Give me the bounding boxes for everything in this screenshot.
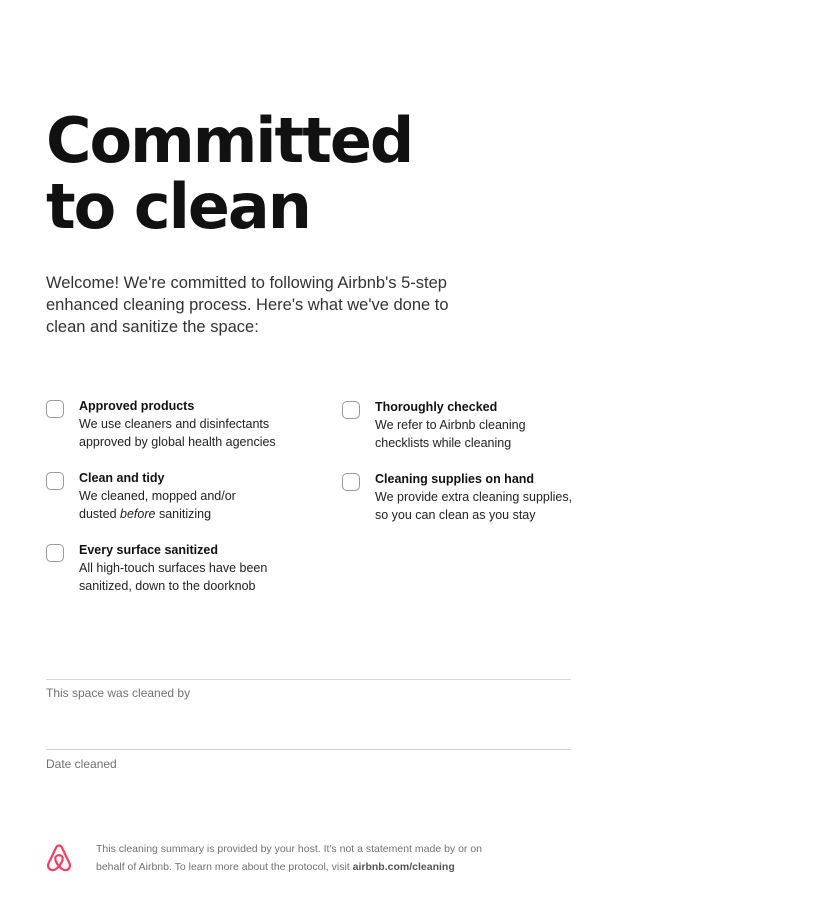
checklist-item-title: Thoroughly checked (375, 400, 498, 414)
checklist-item-description (375, 416, 615, 452)
checklist-item-title: Every surface sanitized (79, 543, 218, 557)
checklist-item-title: Clean and tidy (79, 471, 165, 485)
description-text: sanitizing (155, 507, 212, 521)
page-title (46, 104, 413, 243)
intro-paragraph (46, 272, 486, 338)
thoroughly-checked-checkbox[interactable] (342, 401, 360, 419)
title-line: Committed (46, 104, 413, 177)
surface-sanitized-checkbox[interactable] (46, 544, 64, 562)
checklist-item-description (375, 488, 615, 524)
checklist-item-description (79, 559, 319, 595)
date-cleaned-line[interactable] (46, 749, 571, 750)
date-cleaned-label: Date cleaned (46, 757, 117, 771)
checklist-item-description (79, 415, 319, 451)
description-line (79, 505, 319, 523)
description-line: sanitized, down to the doorknob (79, 579, 256, 593)
description-line: checklists while cleaning (375, 436, 512, 450)
checklist-item-title: Cleaning supplies on hand (375, 472, 535, 486)
footer-line: This cleaning summary is provided by your host. It's not a statement made by or on (96, 843, 483, 855)
description-line: so you can clean as you stay (375, 508, 536, 522)
title-line: to clean (46, 170, 310, 243)
footer-line (96, 858, 516, 876)
description-line: approved by global health agencies (79, 435, 276, 449)
intro-line: Welcome! We're committed to following Airbnb's 5-step (46, 274, 447, 292)
description-text: dusted (79, 507, 121, 521)
cleaning-link[interactable]: airbnb.com/cleaning (352, 861, 455, 873)
airbnb-logo-icon (45, 843, 73, 873)
intro-line: clean and sanitize the space: (46, 318, 259, 336)
footer-text: behalf of Airbnb. To learn more about the protocol, visit (96, 861, 353, 873)
footer-disclaimer (96, 840, 516, 876)
cleaned-by-line[interactable] (46, 679, 571, 680)
description-line: We provide extra cleaning supplies, (375, 490, 573, 504)
description-emphasis: before (120, 507, 156, 521)
description-line: We cleaned, mopped and/or (79, 489, 236, 503)
checklist-item-title: Approved products (79, 399, 195, 413)
approved-products-checkbox[interactable] (46, 400, 64, 418)
description-line: We use cleaners and disinfectants (79, 417, 270, 431)
description-line: We refer to Airbnb cleaning (375, 418, 526, 432)
cleaning-supplies-checkbox[interactable] (342, 473, 360, 491)
description-line: All high-touch surfaces have been (79, 561, 268, 575)
cleaned-by-label: This space was cleaned by (46, 686, 191, 700)
intro-line: enhanced cleaning process. Here's what we've done to (46, 296, 449, 314)
checklist-item-description (79, 487, 319, 523)
clean-and-tidy-checkbox[interactable] (46, 472, 64, 490)
